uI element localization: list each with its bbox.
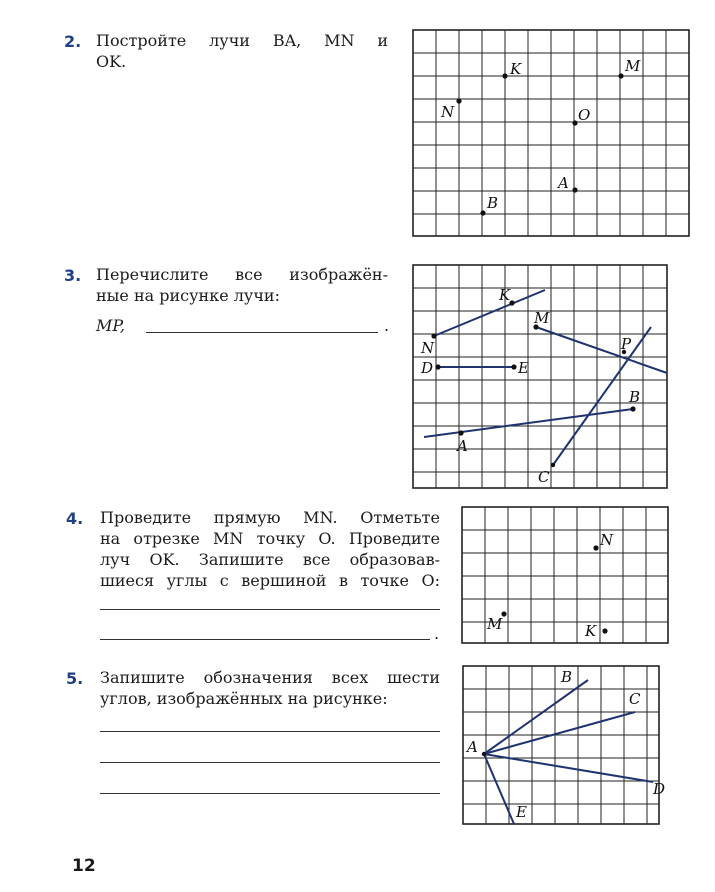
label-o: O — [578, 106, 591, 124]
point-b — [630, 406, 635, 411]
label-m: M — [534, 309, 550, 327]
point-a — [482, 752, 486, 756]
point-a — [458, 430, 463, 435]
task-2-grid — [413, 30, 689, 236]
label-n: N — [441, 103, 455, 121]
point-n — [456, 98, 461, 103]
point-a — [572, 187, 577, 192]
task-3-period: . — [384, 316, 390, 335]
task-4-line-4: шиеся углы с вершиной в точке O: — [100, 571, 440, 590]
task-4-number: 4. — [66, 509, 84, 528]
task-3-answer-prefix: MP, — [96, 316, 125, 335]
point-m — [618, 73, 623, 78]
task-5-line-1: Запишите обозначения всех шести — [100, 668, 440, 687]
task-4-answer-line-1[interactable] — [100, 609, 440, 610]
label-m: M — [625, 57, 641, 75]
label-e: E — [516, 803, 527, 821]
label-a: A — [467, 738, 478, 756]
label-m: M — [487, 615, 503, 633]
task-3-text — [96, 264, 388, 306]
label-n: N — [600, 531, 614, 549]
label-k: K — [585, 622, 597, 640]
ray-ac — [484, 712, 635, 754]
point-c — [551, 463, 555, 467]
task-2-grid-figure — [413, 30, 689, 236]
task-5-answer-line-2[interactable] — [100, 762, 440, 763]
task-3-line-1: Перечислите все изображён- — [96, 265, 388, 284]
task-4-grid-figure — [462, 507, 668, 643]
task-4-text — [100, 507, 440, 591]
label-c: C — [538, 468, 550, 486]
task-3-grid — [413, 265, 667, 488]
task-4-line-2: на отрезке MN точку O. Проведите — [100, 529, 440, 548]
point-k — [602, 628, 607, 633]
task-2-text — [96, 30, 388, 72]
label-b: B — [561, 668, 573, 686]
ray-ab — [484, 680, 588, 754]
task-5-answer-line-3[interactable] — [100, 793, 440, 794]
point-o — [572, 120, 577, 125]
label-e: E — [518, 359, 529, 377]
label-d: D — [653, 780, 666, 798]
task-5-grid-figure — [463, 666, 666, 824]
point-n — [593, 545, 598, 550]
task-5-text — [100, 667, 440, 709]
task-3-number: 3. — [64, 266, 82, 285]
task-5-line-2: углов, изображённых на рисунке: — [100, 689, 388, 708]
task-4-period: . — [434, 624, 440, 643]
point-e — [511, 364, 516, 369]
task-3-grid-figure — [413, 265, 667, 488]
task-5-answer-line-1[interactable] — [100, 731, 440, 732]
point-n — [431, 333, 436, 338]
point-k — [502, 73, 507, 78]
label-n: N — [421, 339, 435, 357]
label-a: A — [457, 437, 468, 455]
task-5-number: 5. — [66, 669, 84, 688]
label-k: K — [499, 286, 511, 304]
task-2-line-2: OK. — [96, 52, 127, 71]
point-d — [435, 364, 440, 369]
task-4-line-1: Проведите прямую MN. Отметьте — [100, 508, 440, 527]
label-c: C — [629, 690, 641, 708]
label-b: B — [487, 194, 499, 212]
task-3-answer-line[interactable] — [146, 332, 378, 333]
task-2-number: 2. — [64, 32, 82, 51]
label-k: K — [510, 60, 522, 78]
task-4-answer-line-2[interactable] — [100, 639, 430, 640]
label-d: D — [421, 359, 434, 377]
task-2-line-1: Постройте лучи BA, MN и — [96, 31, 388, 50]
page-number: 12 — [72, 856, 96, 876]
label-a: A — [558, 174, 569, 192]
label-p: P — [621, 335, 632, 353]
label-b: B — [629, 388, 641, 406]
point-b — [480, 210, 485, 215]
task-4-line-3: луч OK. Запишите все образовав- — [100, 550, 440, 569]
task-3-line-2: ные на рисунке лучи: — [96, 286, 280, 305]
